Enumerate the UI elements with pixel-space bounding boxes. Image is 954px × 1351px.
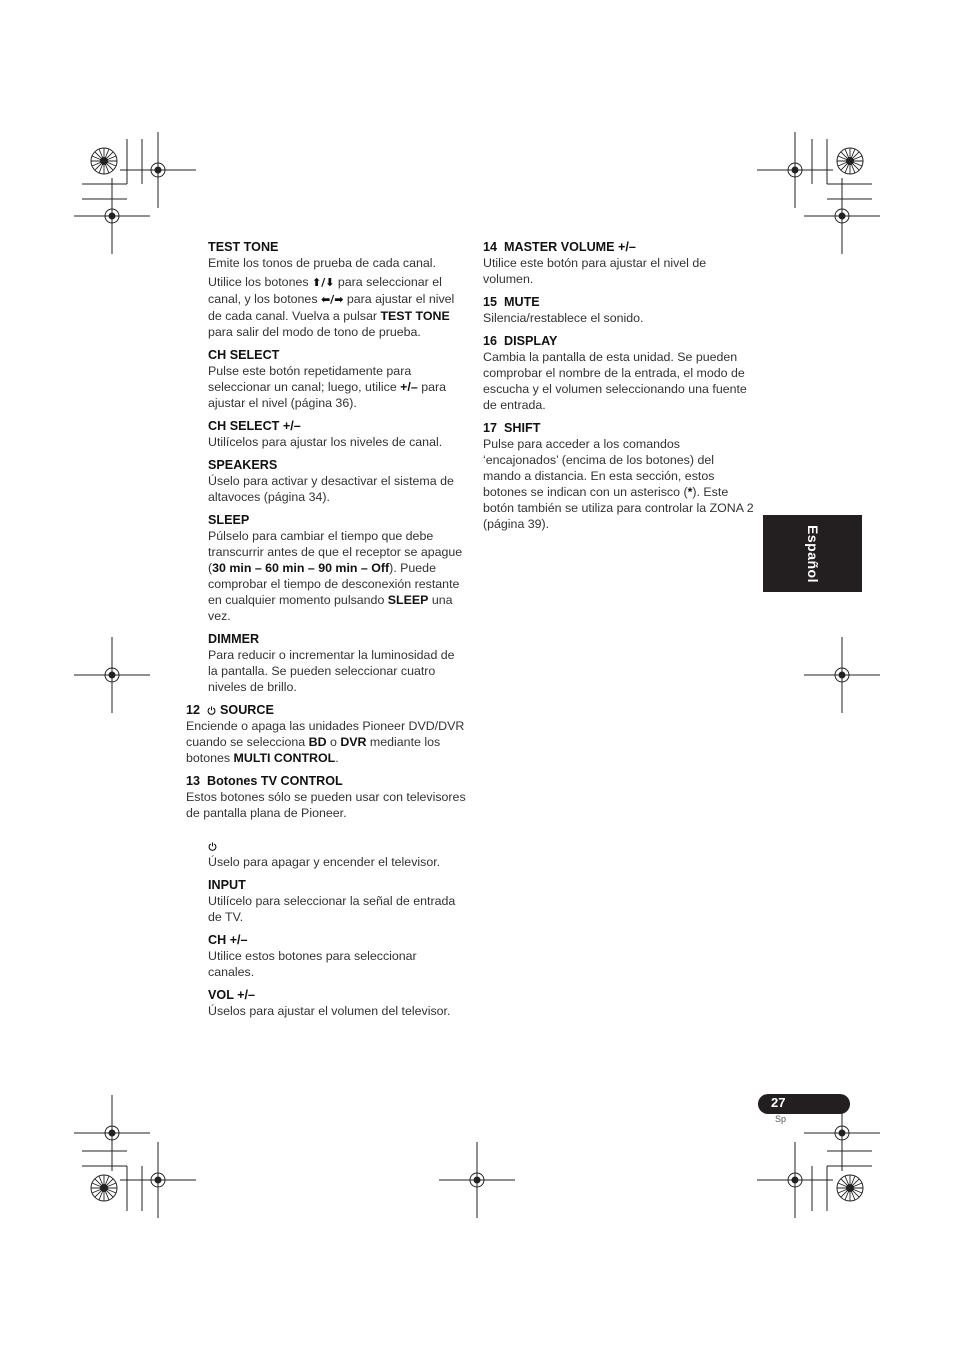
shift-desc: Pulse para acceder a los comandos ‘encajonados’ (encima de los botones) del mando a distancia. En esta sección, estos botones se indican con un asterisco (*). Este botón también se utiliza para controlar la ZONA 2 (página 39). <box>483 437 754 531</box>
left-column <box>186 239 466 1026</box>
page-number-badge <box>758 1094 850 1114</box>
ch-select-desc: Pulse este botón repetidamente para seleccionar un canal; luego, utilice +/– para ajustar el nivel (página 36). <box>208 364 446 410</box>
input-heading: INPUT <box>208 878 246 892</box>
right-column <box>483 239 755 539</box>
section-sleep <box>186 512 466 624</box>
section-ch-select <box>186 347 466 411</box>
test-tone-heading: TEST TONE <box>208 240 279 254</box>
power-icon <box>208 842 217 851</box>
language-tab-label: Español <box>804 524 821 583</box>
tv-power-heading <box>208 838 466 854</box>
test-tone-instructions: Utilice los botones ⬆/⬇ para seleccionar el canal, y los botones ⬅/➡ para ajustar el nivel de cada canal. Vuelva a pulsar TEST TONE para salir del modo de tono de prueba. <box>208 275 455 339</box>
section-master-volume <box>483 239 755 287</box>
mute-heading: 15 MUTE <box>483 295 540 309</box>
mute-desc: Silencia/restablece el sonido. <box>483 311 644 325</box>
speakers-desc: Úselo para activar y desactivar el sistema de altavoces (página 34). <box>208 474 454 504</box>
section-display <box>483 333 755 413</box>
source-heading: 12 SOURCE <box>186 703 274 717</box>
input-desc: Utilícelo para seleccionar la señal de entrada de TV. <box>208 894 456 924</box>
section-vol <box>186 987 466 1019</box>
section-tv-power <box>186 838 466 870</box>
language-tab <box>763 515 862 592</box>
section-source <box>186 702 466 766</box>
display-heading: 16 DISPLAY <box>483 334 558 348</box>
left-right-arrows-icon: ⬅/➡ <box>320 293 344 306</box>
section-mute <box>483 294 755 326</box>
page-number: 27 <box>771 1095 786 1110</box>
display-desc: Cambia la pantalla de esta unidad. Se pueden comprobar el nombre de la entrada, el modo de escucha y el volumen seleccionando una fuente de entrada. <box>483 350 747 412</box>
speakers-heading: SPEAKERS <box>208 458 278 472</box>
section-input <box>186 877 466 925</box>
sleep-desc: Púlselo para cambiar el tiempo que debe transcurrir antes de que el receptor se apague (30 min – 60 min – 90 min – Off). Puede comprobar el tiempo de desconexión restante en cualquier momento pulsando SLEEP una vez. <box>208 529 463 623</box>
up-down-arrows-icon: ⬆/⬇ <box>312 276 335 289</box>
ch-heading: CH +/– <box>208 933 248 947</box>
page-language-code: Sp <box>775 1114 787 1124</box>
ch-select-pm-heading: CH SELECT +/– <box>208 419 301 433</box>
vol-desc: Úselos para ajustar el volumen del televisor. <box>208 1004 451 1018</box>
ch-select-heading: CH SELECT <box>208 348 280 362</box>
power-icon <box>207 706 216 715</box>
dimmer-heading: DIMMER <box>208 632 260 646</box>
master-volume-desc: Utilice este botón para ajustar el nivel de volumen. <box>483 256 707 286</box>
test-tone-desc: Emite los tonos de prueba de cada canal. <box>208 256 436 270</box>
tv-power-desc: Úselo para apagar y encender el televisor. <box>208 855 441 869</box>
section-shift <box>483 420 755 532</box>
section-speakers <box>186 457 466 505</box>
section-tv-control <box>186 773 466 821</box>
tv-control-heading: 13 Botones TV CONTROL <box>186 774 343 788</box>
source-desc: Enciende o apaga las unidades Pioneer DVD/DVR cuando se selecciona BD o DVR mediante los botones MULTI CONTROL. <box>186 719 465 765</box>
shift-heading: 17 SHIFT <box>483 421 541 435</box>
ch-desc: Utilice estos botones para seleccionar canales. <box>208 949 417 979</box>
section-test-tone <box>186 239 466 340</box>
vol-heading: VOL +/– <box>208 988 256 1002</box>
section-dimmer <box>186 631 466 695</box>
section-ch <box>186 932 466 980</box>
dimmer-desc: Para reducir o incrementar la luminosidad de la pantalla. Se pueden seleccionar cuatro niveles de brillo. <box>208 648 455 694</box>
tv-control-desc: Estos botones sólo se pueden usar con televisores de pantalla plana de Pioneer. <box>186 790 466 820</box>
ch-select-pm-desc: Utilícelos para ajustar los niveles de canal. <box>208 435 443 449</box>
section-ch-select-pm <box>186 418 466 450</box>
master-volume-heading: 14 MASTER VOLUME +/– <box>483 240 636 254</box>
sleep-heading: SLEEP <box>208 513 250 527</box>
